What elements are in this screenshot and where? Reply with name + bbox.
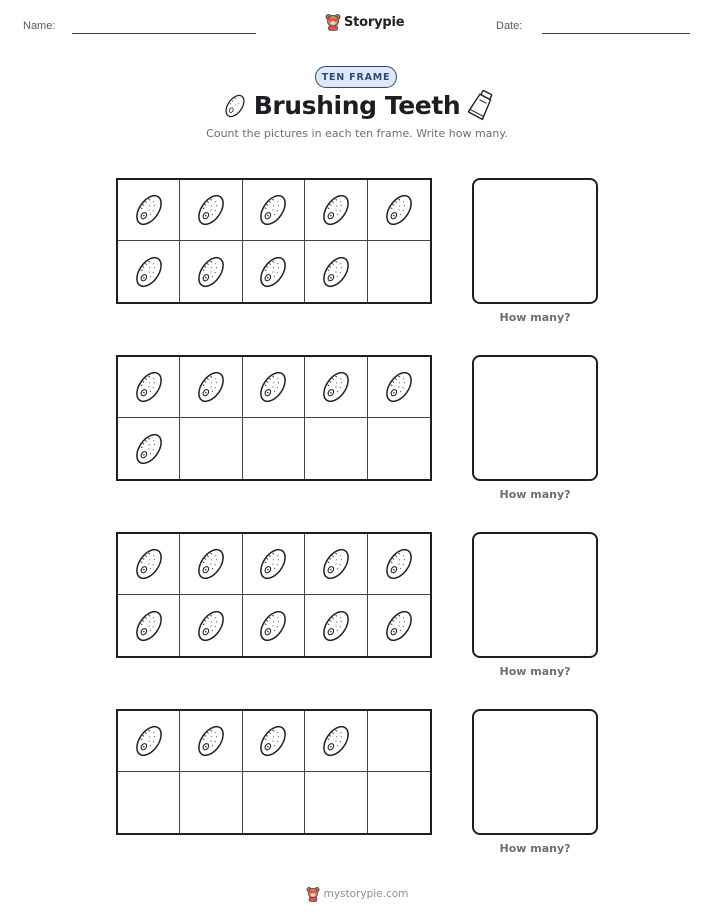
how-many-label: How many?: [499, 311, 571, 324]
toothbrush-head-icon: [380, 545, 418, 583]
worksheet-title: Brushing Teeth: [253, 91, 461, 120]
toothbrush-head-icon: [130, 253, 168, 291]
toothbrush-head-icon: [254, 368, 292, 406]
toothbrush-head-icon: [380, 368, 418, 406]
ten-frame-cell: [243, 595, 305, 656]
ten-frame-cell: [243, 357, 305, 418]
brand-name: Storypie: [344, 14, 405, 30]
ten-frame-cell: [180, 241, 242, 302]
ten-frame-cell: [305, 241, 367, 302]
ten-frame-cell: [368, 595, 430, 656]
ten-frame-cell: [118, 418, 180, 479]
ten-frame-cell: [243, 772, 305, 833]
toothbrush-head-icon: [254, 607, 292, 645]
toothbrush-head-icon: [317, 191, 355, 229]
ten-frame-cell: [243, 711, 305, 772]
footer-url[interactable]: mystorypie.com: [323, 888, 409, 900]
toothbrush-head-icon: [317, 253, 355, 291]
ten-frame-cell: [243, 418, 305, 479]
ten-frame-cell: [118, 534, 180, 595]
toothbrush-head-icon: [192, 253, 230, 291]
toothbrush-head-icon: [192, 607, 230, 645]
ten-frame-2: [116, 355, 432, 481]
toothbrush-head-icon: [254, 253, 292, 291]
ten-frame-cell: [305, 418, 367, 479]
ten-frame-cell: [305, 595, 367, 656]
ten-frame-cell: [368, 772, 430, 833]
ten-frame-cell: [118, 357, 180, 418]
toothbrush-head-icon: [254, 191, 292, 229]
ten-frame-cell: [305, 357, 367, 418]
name-label: Name:: [23, 20, 56, 32]
toothbrush-head-icon: [254, 722, 292, 760]
ten-frame-cell: [118, 711, 180, 772]
bear-mascot-icon: [325, 13, 341, 31]
ten-frame-cell: [180, 595, 242, 656]
ten-frame-cell: [368, 534, 430, 595]
footer: [0, 886, 714, 902]
toothbrush-head-icon: [130, 722, 168, 760]
ten-frame-1: [116, 178, 432, 304]
ten-frame-cell: [368, 711, 430, 772]
ten-frame-cell: [180, 772, 242, 833]
instructions: Count the pictures in each ten frame. Write how many.: [206, 127, 508, 140]
how-many-label: How many?: [499, 488, 571, 501]
storypie-logo: [325, 13, 404, 31]
toothbrush-head-icon: [192, 191, 230, 229]
how-many-label: How many?: [499, 842, 571, 855]
toothbrush-head-icon: [380, 607, 418, 645]
toothbrush-head-icon: [192, 368, 230, 406]
ten-frame-cell: [243, 241, 305, 302]
toothbrush-head-icon: [130, 545, 168, 583]
ten-frame-cell: [305, 711, 367, 772]
ten-frame-cell: [368, 357, 430, 418]
toothbrush-head-icon: [130, 191, 168, 229]
ten-frame-cell: [118, 180, 180, 241]
ten-frame-cell: [305, 534, 367, 595]
ten-frame-cell: [118, 595, 180, 656]
date-label: Date:: [496, 20, 523, 32]
ten-frame-4: [116, 709, 432, 835]
ten-frame-cell: [180, 418, 242, 479]
toothbrush-head-icon: [192, 545, 230, 583]
ten-frame-cell: [368, 241, 430, 302]
ten-frame-cell: [305, 180, 367, 241]
ten-frame-cell: [305, 772, 367, 833]
toothbrush-head-icon: [130, 368, 168, 406]
ten-frame-cell: [243, 180, 305, 241]
toothbrush-head-icon: [380, 191, 418, 229]
ten-frame-cell: [180, 711, 242, 772]
toothbrush-head-icon: [317, 607, 355, 645]
ten-frame-cell: [243, 534, 305, 595]
name-line[interactable]: [72, 33, 256, 34]
ten-frame-3: [116, 532, 432, 658]
date-line[interactable]: [542, 33, 690, 34]
ten-frame-cell: [180, 180, 242, 241]
toothbrush-head-icon: [130, 430, 168, 468]
toothpaste-tube-icon: [468, 89, 494, 121]
answer-box-1[interactable]: [472, 178, 598, 304]
ten-frame-cell: [180, 534, 242, 595]
ten-frame-cell: [368, 418, 430, 479]
bear-mascot-icon: [306, 886, 320, 902]
how-many-label: How many?: [499, 665, 571, 678]
ten-frame-cell: [118, 241, 180, 302]
toothbrush-head-icon: [192, 722, 230, 760]
answer-box-4[interactable]: [472, 709, 598, 835]
answer-box-3[interactable]: [472, 532, 598, 658]
ten-frame-badge: TEN FRAME: [315, 66, 397, 88]
answer-box-2[interactable]: [472, 355, 598, 481]
ten-frame-cell: [180, 357, 242, 418]
toothbrush-head-icon: [317, 722, 355, 760]
toothbrush-head-icon: [254, 545, 292, 583]
toothbrush-head-icon: [317, 368, 355, 406]
toothbrush-head-icon: [317, 545, 355, 583]
toothbrush-head-icon: [130, 607, 168, 645]
ten-frame-cell: [118, 772, 180, 833]
ten-frame-cell: [368, 180, 430, 241]
